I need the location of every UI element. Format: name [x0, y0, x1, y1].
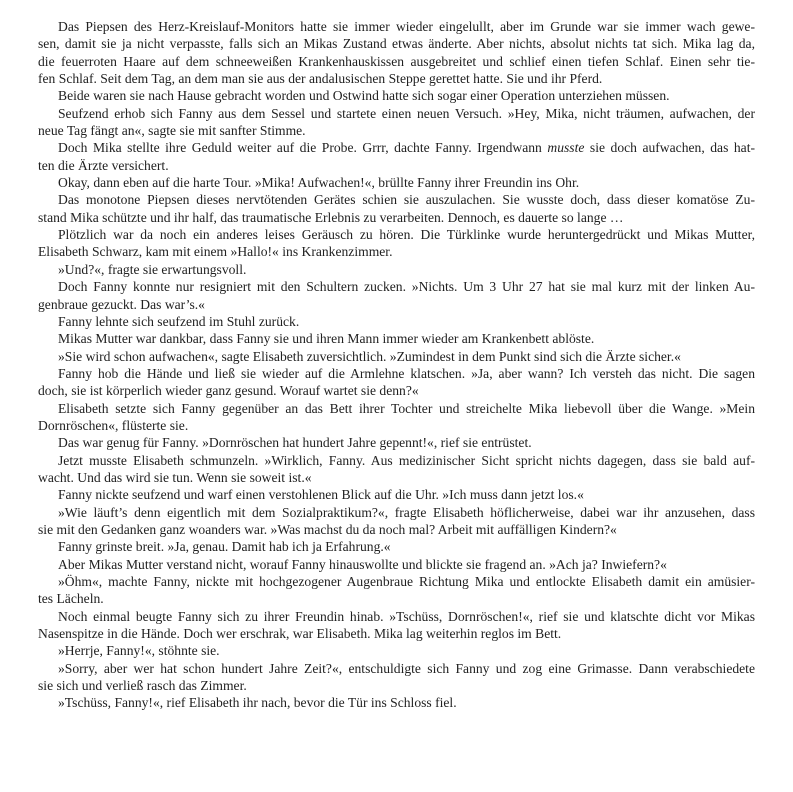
text-line: wacht. Und das wird sie tun. Wenn sie soweit ist.« — [38, 469, 312, 485]
text-line: Fanny nickte seufzend und warf einen verstohlenen Blick auf die Uhr. »Ich muss dann jetzt los.« — [58, 487, 584, 503]
text-line: tes Lächeln. — [38, 591, 104, 607]
text-line: Fanny lehnte sich seufzend im Stuhl zurück. — [58, 313, 300, 329]
text-line: sie mit den Gedanken ganz woanders war. »Was machst du da noch mal? Arbeit mit auffälligen Kindern?« — [38, 521, 617, 537]
text-line: Das war genug für Fanny. »Dornröschen hat hundert Jahre gepennt!«, rief sie entrüstet. — [58, 435, 532, 451]
text-line: Plötzlich war da noch ein anderes leises Geräusch zu hören. Die Türklinke wurde heruntergedrückt und Mikas Mutter, — [58, 227, 755, 243]
text-line: Mikas Mutter war dankbar, dass Fanny sie und ihren Mann immer wieder am Krankenbett ablöste. — [58, 331, 595, 347]
text-line: »Öhm«, machte Fanny, nickte mit hochgezogener Augenbraue Richtung Mika und entlockte Elisabeth damit ein amüsier- — [58, 574, 755, 589]
story-text-block — [38, 18, 755, 712]
text-line: die feuerroten Haare auf dem schneeweißen Krankenhauskissen ausgebreitet und schlief einen tiefen Schlaf. Einen sehr tie- — [38, 53, 755, 69]
text-line: Fanny hob die Hände und ließ sie wieder auf die Armlehne klatschen. »Ja, aber wann? Ich versteh das nicht. Die sagen — [58, 365, 755, 381]
text-line: »Wie läuft’s denn eigentlich mit dem Sozialpraktikum?«, fragte Elisabeth höflicherweise, dabei war ihr anzusehen, dass — [58, 504, 755, 520]
text-line: Doch Mika stellte ihre Geduld weiter auf die Probe. Grrr, dachte Fanny. Irgendwann musste sie doch aufwachen, das hat- — [58, 140, 755, 156]
text-line: »Sorry, aber wer hat schon hundert Jahre Zeit?«, entschuldigte sich Fanny und zog eine Grimasse. Dann verabschiedete — [58, 660, 755, 676]
text-line: »Tschüss, Fanny!«, rief Elisabeth ihr nach, bevor die Tür ins Schloss fiel. — [58, 695, 457, 711]
text-line: Okay, dann eben auf die harte Tour. »Mika! Aufwachen!«, brüllte Fanny ihrer Freundin ins Ohr. — [58, 175, 580, 191]
text-line: Beide waren sie nach Hause gebracht worden und Ostwind hatte sich sogar einer Operation unterziehen müssen. — [58, 88, 670, 104]
text-line: Noch einmal beugte Fanny sich zu ihrer Freundin hinab. »Tschüss, Dornröschen!«, rief sie und klatschte dicht vor Mikas — [58, 608, 755, 624]
text-line: Jetzt musste Elisabeth schmunzeln. »Wirklich, Fanny. Aus medizinischer Sicht spricht nichts dagegen, dass sie bald auf- — [58, 452, 755, 468]
text-line: Aber Mikas Mutter verstand nicht, worauf Fanny hinauswollte und blickte sie fragend an. »Ach ja? Inwiefern?« — [58, 556, 667, 572]
text-line: Das Piepsen des Herz-Kreislauf-Monitors hatte sie immer wieder eingelullt, aber im Grunde war sie immer wach gewe- — [58, 19, 755, 34]
text-line: Fanny grinste breit. »Ja, genau. Damit hab ich ja Erfahrung.« — [58, 539, 391, 555]
text-line: sen, damit sie ja nicht verpasste, falls sich an Mikas Zustand etwas änderte. Aber nichts, absolut nichts tat sich. Mika lag da, — [38, 36, 755, 52]
text-line: Elisabeth setzte sich Fanny gegenüber an das Bett ihrer Tochter und streichelte Mika liebevoll über die Wange. »Mein — [58, 400, 755, 416]
text-line: fen Schlaf. Seit dem Tag, an dem man sie aus der andalusischen Steppe gerettet hatte. Sie und ihr Pferd. — [38, 71, 603, 87]
text-line: »Sie wird schon aufwachen«, sagte Elisabeth zuversichtlich. »Zumindest in dem Punkt sind sich die Ärzte sicher.« — [58, 348, 681, 364]
text-line: »Und?«, fragte sie erwartungsvoll. — [58, 261, 247, 277]
text-line: Seufzend erhob sich Fanny aus dem Sessel und startete einen neuen Versuch. »Hey, Mika, nicht träumen, aufwachen, der — [58, 105, 755, 121]
italic-text: musste — [547, 140, 585, 156]
text-line: Nasenspitze in die Hände. Doch wer erschrak, war Elisabeth. Mika lag weiterhin reglos im Bett. — [38, 626, 562, 642]
text-line: sie sich und verließ rasch das Zimmer. — [38, 678, 247, 694]
text-line: stand Mika schützte und ihr half, das traumatische Erlebnis zu verarbeiten. Dennoch, es dauerte so lange … — [38, 209, 624, 225]
text-line: »Herrje, Fanny!«, stöhnte sie. — [58, 643, 220, 659]
text-line: neue Tag fängt an«, sagte sie mit sanfter Stimme. — [38, 123, 306, 139]
text-line: Dornröschen«, flüsterte sie. — [38, 417, 189, 433]
text-line: Elisabeth Schwarz, kam mit einem »Hallo!« ins Krankenzimmer. — [38, 244, 393, 260]
text-line: genbraue gezuckt. Das war’s.« — [38, 296, 205, 312]
text-line: Doch Fanny konnte nur resigniert mit den Schultern zucken. »Nichts. Um 3 Uhr 27 hat sie mal kurz mit der linken Au- — [58, 279, 755, 295]
text-line: Das monotone Piepsen dieses nervtötenden Gerätes schien sie auszulachen. Sie wusste doch, dass dieser komatöse Zu- — [58, 192, 755, 208]
text-line: ten die Ärzte versichert. — [38, 157, 169, 173]
text-line: doch, sie ist körperlich wieder ganz gesund. Worauf wartet sie denn?« — [38, 383, 419, 399]
